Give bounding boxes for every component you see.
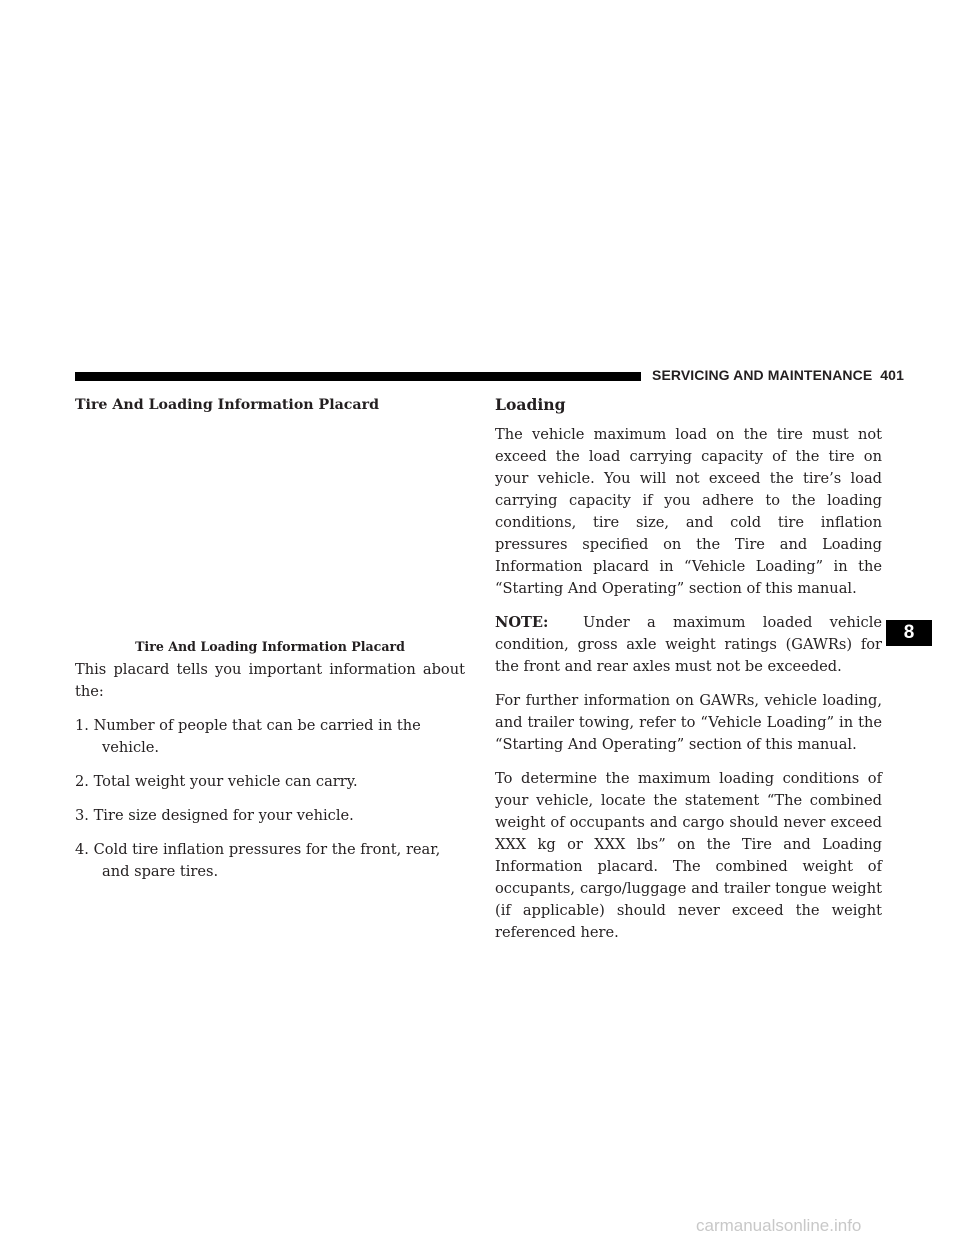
list-text: Cold tire inflation pressures for the front, rear, and spare tires. <box>93 841 441 880</box>
placard-heading: Tire And Loading Information Placard <box>75 397 380 413</box>
note-text: Under a maximum loaded vehicle condition, gross axle weight ratings (GAWRs) for the front and rear axles must not be exceeded. <box>495 614 883 675</box>
list-item <box>75 771 465 793</box>
page-header <box>652 367 904 383</box>
list-number: 4. <box>75 841 89 858</box>
loading-paragraph-1: The vehicle maximum load on the tire must not exceed the load carrying capacity of the tire on your vehicle. You will not exceed the tire’s load carrying capacity if you adhere to the loading conditions, tire size, and cold tire inflation pressures specified on the Tire and Loading Information placard in “Vehicle Loading” in the “Starting And Operating” section of this manual. <box>495 426 882 597</box>
watermark: carmanualsonline.info <box>696 1216 862 1235</box>
list-text: Tire size designed for your vehicle. <box>93 807 354 824</box>
right-column <box>495 394 882 956</box>
header-rule <box>75 372 641 381</box>
list-item <box>75 715 465 759</box>
list-text: Total weight your vehicle can carry. <box>93 773 358 790</box>
list-item <box>75 805 465 827</box>
section-title: SERVICING AND MAINTENANCE <box>652 367 873 383</box>
section-tab: 8 <box>886 620 932 646</box>
list-item <box>75 839 465 883</box>
note-paragraph <box>495 612 882 678</box>
list-number: 1. <box>75 717 89 734</box>
left-column <box>75 394 465 895</box>
loading-paragraph-3: To determine the maximum loading conditions of your vehicle, locate the statement “The combined weight of occupants and cargo should never exceed XXX kg or XXX lbs” on the Tire and Loading Information placard. The combined weight of occupants, cargo/luggage and trailer tongue weight (if applicable) should never exceed the weight referenced here. <box>495 770 882 941</box>
placard-figure <box>75 420 465 638</box>
loading-paragraph-2: For further information on GAWRs, vehicle loading, and trailer towing, refer to “Vehicle Loading” in the “Starting And Operating” section of this manual. <box>495 692 882 753</box>
list-number: 3. <box>75 807 89 824</box>
list-text: Number of people that can be carried in the vehicle. <box>93 717 421 756</box>
note-label: NOTE: <box>495 614 549 631</box>
placard-info-list <box>75 715 465 883</box>
page-number: 401 <box>880 367 904 383</box>
loading-heading: Loading <box>495 395 566 414</box>
placard-intro: This placard tells you important information about the: <box>75 661 465 700</box>
figure-caption: Tire And Loading Information Placard <box>135 639 405 654</box>
list-number: 2. <box>75 773 89 790</box>
